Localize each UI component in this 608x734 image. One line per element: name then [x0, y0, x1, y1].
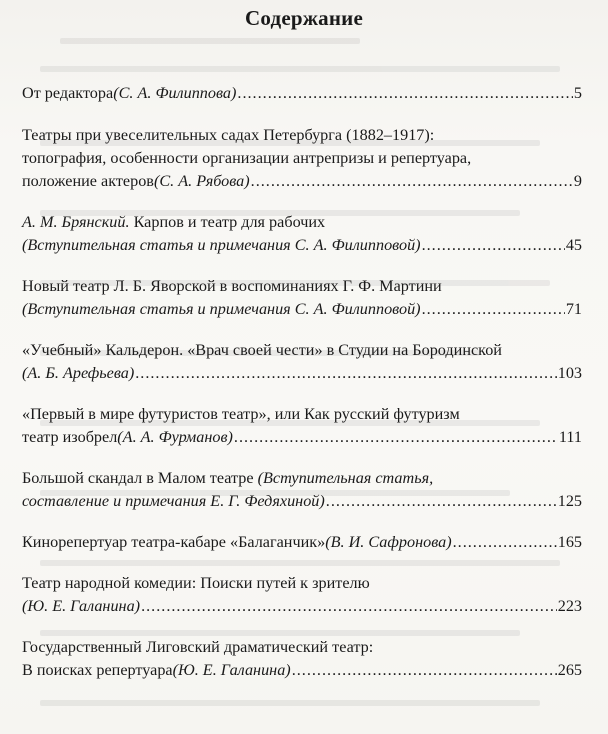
entry-author: (Вступительная статья и примечания С. А. Филипповой): [22, 236, 421, 254]
entry-title: В поисках репертуара: [22, 661, 173, 679]
leader-dots: [453, 531, 557, 554]
toc-entry[interactable]: [22, 275, 582, 321]
page-number: 125: [557, 492, 582, 510]
entry-author: (Ю. Е. Галанина): [172, 661, 291, 679]
leader-dots: [326, 490, 557, 513]
entry-author: составление и примечания Е. Г. Федяхиной): [22, 492, 325, 510]
entry-author: (С. А. Филиппова): [113, 84, 237, 102]
leader-dots: [251, 170, 573, 193]
entry-title: Кинорепертуар театра-кабаре «Балаганчик»: [22, 533, 326, 551]
page-number: 45: [565, 236, 582, 254]
page-number: 9: [573, 172, 582, 190]
entry-author: (Ю. Е. Галанина): [22, 597, 141, 615]
entry-title: Театры при увеселительных садах Петербурга (1882–1917):: [22, 126, 435, 144]
leader-dots: [292, 659, 557, 682]
toc-entry[interactable]: [22, 403, 582, 449]
entry-title: «Первый в мире футуристов театр», или Как русский футуризм: [22, 405, 460, 423]
leader-dots: [234, 426, 558, 449]
leader-dots: [422, 298, 565, 321]
entry-author: (Вступительная статья и примечания С. А. Филипповой): [22, 300, 421, 318]
entry-title: топография, особенности организации антрепризы и репертуара,: [22, 149, 472, 167]
entry-title: Государственный Лиговский драматический театр:: [22, 638, 374, 656]
entry-author: А. М. Брянский.: [22, 213, 130, 231]
entry-title: театр изобрел: [22, 428, 118, 446]
entry-title: От редактора: [22, 84, 114, 102]
leader-dots: [237, 82, 573, 105]
toc-entry[interactable]: [22, 82, 582, 105]
page-number: 265: [557, 661, 582, 679]
toc-entry[interactable]: [22, 124, 582, 193]
entry-title: Театр народной комедии: Поиски путей к зрителю: [22, 574, 370, 592]
entry-title: Большой скандал в Малом театре: [22, 469, 258, 487]
page-title: Содержание: [245, 6, 363, 30]
toc-entry[interactable]: [22, 339, 582, 385]
entry-author: (С. А. Рябова): [153, 172, 250, 190]
entry-title: Новый театр Л. Б. Яворской в воспоминаниях Г. Ф. Мартини: [22, 277, 442, 295]
entry-title: Карпов и театр для рабочих: [129, 213, 326, 231]
entry-author: (Вступительная статья,: [257, 469, 434, 487]
leader-dots: [141, 595, 557, 618]
entry-author: (В. И. Сафронова): [325, 533, 452, 551]
entry-author: (А. Б. Арефьева): [22, 364, 135, 382]
page-number: 165: [557, 533, 582, 551]
page-number: 111: [558, 428, 582, 446]
entry-author: (А. А. Фурманов): [117, 428, 233, 446]
entry-title: «Учебный» Кальдерон. «Врач своей чести» в Студии на Бородинской: [22, 341, 502, 359]
toc-entry[interactable]: [22, 531, 582, 554]
page-number: 103: [557, 364, 582, 382]
toc-entry[interactable]: [22, 467, 582, 513]
toc-entry[interactable]: [22, 211, 582, 257]
table-of-contents: [22, 82, 582, 702]
leader-dots: [135, 362, 556, 385]
toc-entry[interactable]: [22, 572, 582, 618]
page-number: 5: [573, 84, 582, 102]
toc-entry[interactable]: [22, 636, 582, 682]
entry-title: положение актеров: [22, 172, 154, 190]
leader-dots: [422, 234, 565, 257]
page-number: 223: [557, 597, 582, 615]
page-number: 71: [565, 300, 582, 318]
